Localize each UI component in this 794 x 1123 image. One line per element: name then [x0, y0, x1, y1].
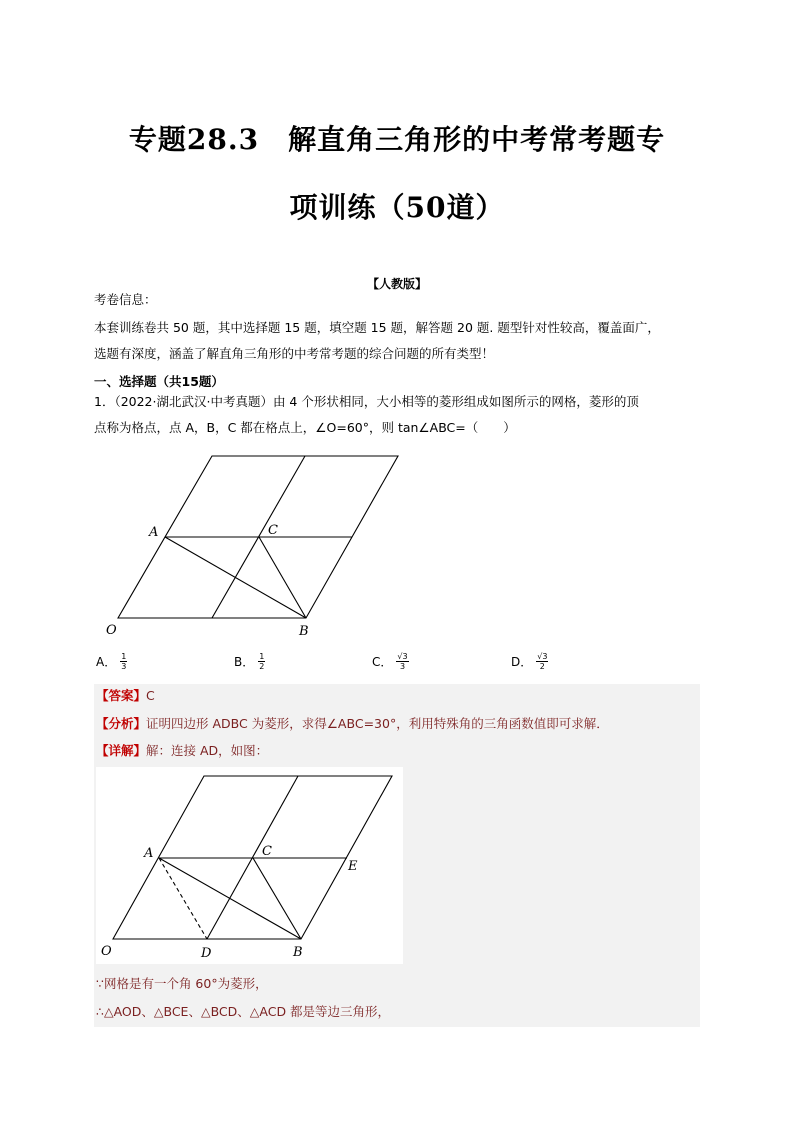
solution-figure-frame: [96, 767, 403, 964]
detail-text: 解：连接 AD，如图：: [146, 743, 269, 758]
proof-line-2: ∴△AOD、△BCE、△BCD、△ACD 都是等边三角形，: [96, 1004, 391, 1019]
fig2-label-A: A: [144, 846, 154, 861]
solution-figure: [96, 767, 403, 964]
question-1-figure: [100, 448, 410, 643]
fig2-label-D: D: [201, 946, 212, 961]
fig2-label-C: C: [262, 844, 272, 859]
analysis-row: [96, 714, 609, 732]
fig1-label-B: B: [299, 624, 309, 639]
option-a: A． $\frac{1}{3}$: [96, 652, 127, 671]
option-c: C． $\frac{√3}{3}$: [372, 652, 408, 671]
question-1-line-1: 1．（2022·湖北武汉·中考真题）由 4 个形状相同，大小相等的菱形组成如图所示的网格，菱形的顶: [94, 394, 639, 409]
fig1-label-O: O: [106, 623, 117, 638]
answer-tag: 【答案】: [96, 688, 147, 703]
section-heading: 一、选择题（共15题）: [94, 374, 224, 389]
info-text-1: 本套训练卷共 50 题，其中选择题 15 题，填空题 15 题，解答题 20 题. 题型针对性较高，覆盖面广，: [94, 320, 660, 335]
info-label: 考卷信息：: [94, 292, 157, 307]
analysis-text: 证明四边形 ADBC 为菱形，求得∠ABC=30°，利用特殊角的三角函数值即可求解．: [146, 716, 609, 731]
detail-tag: 【详解】: [96, 743, 147, 758]
edition-label: 【人教版】: [366, 277, 427, 291]
fig1-label-C: C: [268, 523, 278, 538]
proof-line-1: ∵网格是有一个角 60°为菱形，: [96, 976, 268, 991]
option-d: D． $\frac{√3}{2}$: [511, 652, 548, 671]
question-1-line-2: 点称为格点，点 A，B，C 都在格点上，∠O=60°，则 tan∠ABC=（ ）: [94, 420, 516, 435]
detail-row: [96, 741, 268, 759]
title-line-2: 项训练（50道）: [289, 191, 505, 224]
fig1-label-A: A: [149, 525, 159, 540]
fig2-label-O: O: [101, 944, 112, 959]
info-text-2: 选题有深度，涵盖了解直角三角形的中考常考题的综合问题的所有类型！: [94, 346, 495, 361]
answer-value: C: [146, 688, 155, 703]
title-line-1: 专题28.3 解直角三角形的中考常考题专: [128, 123, 666, 156]
fig2-label-E: E: [348, 859, 358, 874]
answer-row: [96, 686, 155, 704]
analysis-tag: 【分析】: [96, 716, 147, 731]
option-b: B． $\frac{1}{2}$: [234, 652, 265, 671]
fig2-label-B: B: [293, 945, 303, 960]
